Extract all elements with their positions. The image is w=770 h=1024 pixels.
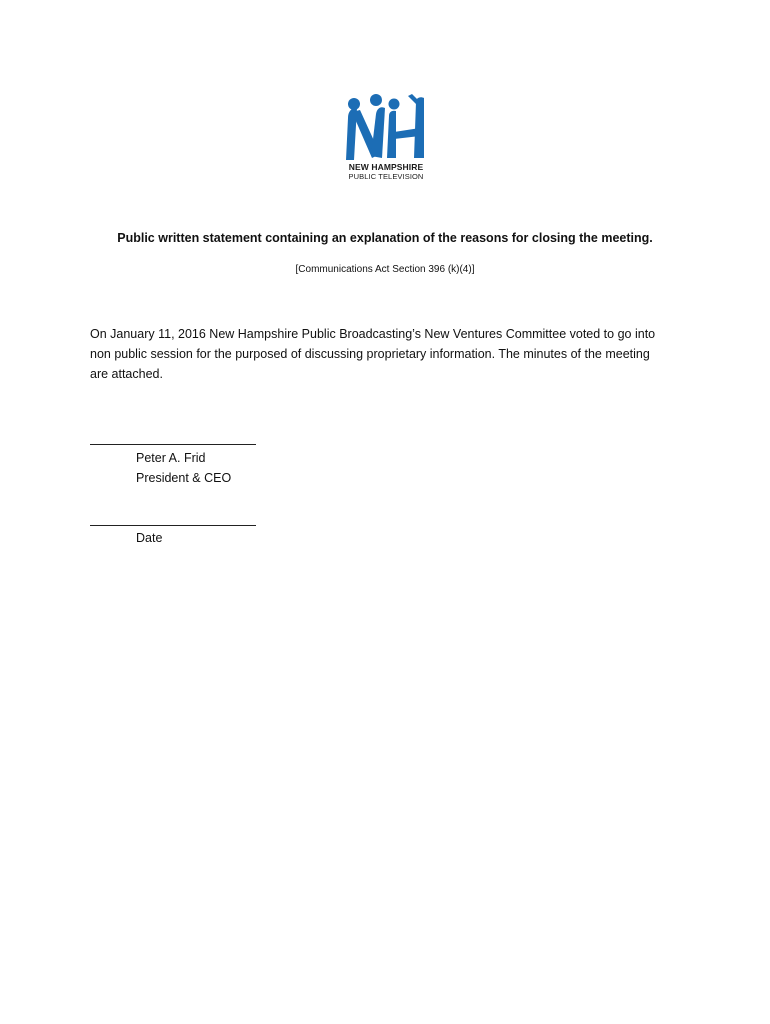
signature-line <box>90 444 256 445</box>
date-line <box>90 525 256 526</box>
nhptv-logo <box>340 92 432 184</box>
logo-wordmark-line2: PUBLIC TELEVISION <box>348 172 424 181</box>
document-subtitle: [Communications Act Section 396 (k)(4)] <box>295 264 475 275</box>
date-label: Date <box>136 531 163 545</box>
body-line: On January 11, 2016 New Hampshire Public Broadcasting’s New Ventures Committee voted to go into <box>90 327 656 341</box>
nh-logo-icon <box>340 92 432 162</box>
logo-wordmark-line1: NEW HAMPSHIRE <box>348 162 424 172</box>
signer-title: President & CEO <box>136 471 232 485</box>
signer-name: Peter A. Frid <box>136 451 206 465</box>
body-paragraph <box>90 324 680 384</box>
document-title: Public written statement containing an explanation of the reasons for closing the meeting. <box>117 231 653 245</box>
body-line: are attached. <box>90 367 163 381</box>
body-line: non public session for the purposed of discussing proprietary information. The minutes of the meeting <box>90 347 650 361</box>
